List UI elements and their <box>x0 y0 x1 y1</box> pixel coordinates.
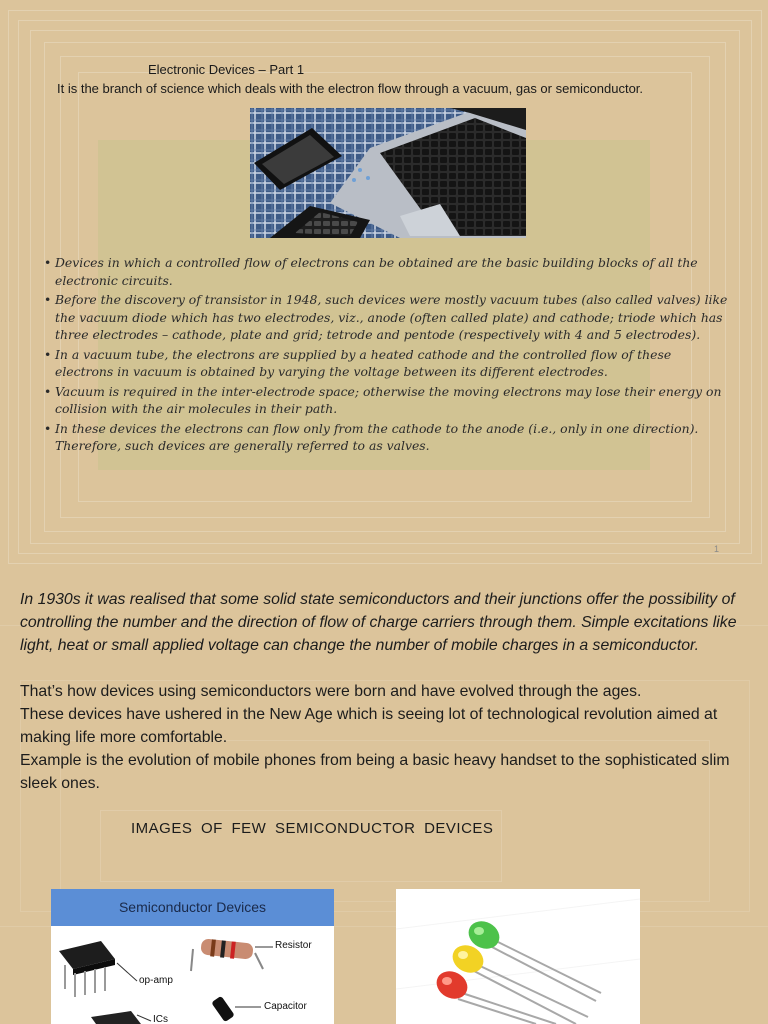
opamp-chip-icon <box>59 941 137 997</box>
semiconductor-devices-image <box>51 889 334 1024</box>
intro-paragraph: In 1930s it was realised that some solid state semiconductors and their junctions offer the possibility of controlling the number and the direction of flow of charge carriers through them. Simple excitations like light, heat or small applied voltage can change the number of mobile charges in a semiconductor. <box>20 591 737 654</box>
bullet-item: • Devices in which a controlled flow of electrons can be obtained are the basic building blocks of all the electronic circuits. <box>42 254 732 289</box>
capacitor-icon <box>211 996 261 1023</box>
paragraph-3: These devices have ushered in the New Age which is seeing lot of technological revolution aimed at making life more comfortable. <box>20 706 718 746</box>
leds-photo <box>396 889 640 1024</box>
bullet-item: • In a vacuum tube, the electrons are supplied by a heated cathode and the controlled flow of these electrons in vacuum is obtained by varying the voltage between its different electrodes. <box>42 346 732 381</box>
red-led-icon <box>432 966 556 1024</box>
slide-title: Electronic Devices – Part 1 <box>148 62 305 77</box>
resistor-label: Resistor <box>275 940 312 951</box>
bullet-item: • In these devices the electrons can flow only from the cathode to the anode (i.e., only in one direction). Therefore, such devices are generally referred to as valves. <box>42 420 732 455</box>
bullet-item: • Before the discovery of transistor in 1948, such devices were mostly vacuum tubes (also called valves) like the vacuum diode which has two electrodes, viz., anode (often called plate) and cathode; triode which has three electrodes – cathode, plate and grid; tetrode and pentode (respectively with 4 and 5 electrodes). <box>42 291 732 344</box>
devices-photo <box>250 108 526 238</box>
resistor-icon <box>191 938 273 971</box>
paragraph-2: That’s how devices using semiconductors were born and have evolved through the ages. <box>20 683 642 700</box>
ic-chip-icon <box>91 1011 151 1024</box>
green-led-icon <box>464 916 601 1001</box>
ics-label: ICs <box>153 1014 168 1024</box>
page-number: 1 <box>714 544 720 554</box>
opamp-label: op-amp <box>139 975 173 986</box>
images-heading: IMAGES OF FEW SEMICONDUCTOR DEVICES <box>131 820 494 837</box>
bullet-item: • Vacuum is required in the inter-electrode space; otherwise the moving electrons may lose their energy on collision with the air molecules in their path. <box>42 383 732 418</box>
capacitor-label: Capacitor <box>264 1001 307 1012</box>
diagram-title: Semiconductor Devices <box>118 899 267 915</box>
paragraph-4: Example is the evolution of mobile phones from being a basic heavy handset to the sophisticated slim sleek ones. <box>20 752 730 792</box>
bullet-list <box>42 254 732 457</box>
slide-subtitle: It is the branch of science which deals with the electron flow through a vacuum, gas or semiconductor. <box>57 81 644 96</box>
